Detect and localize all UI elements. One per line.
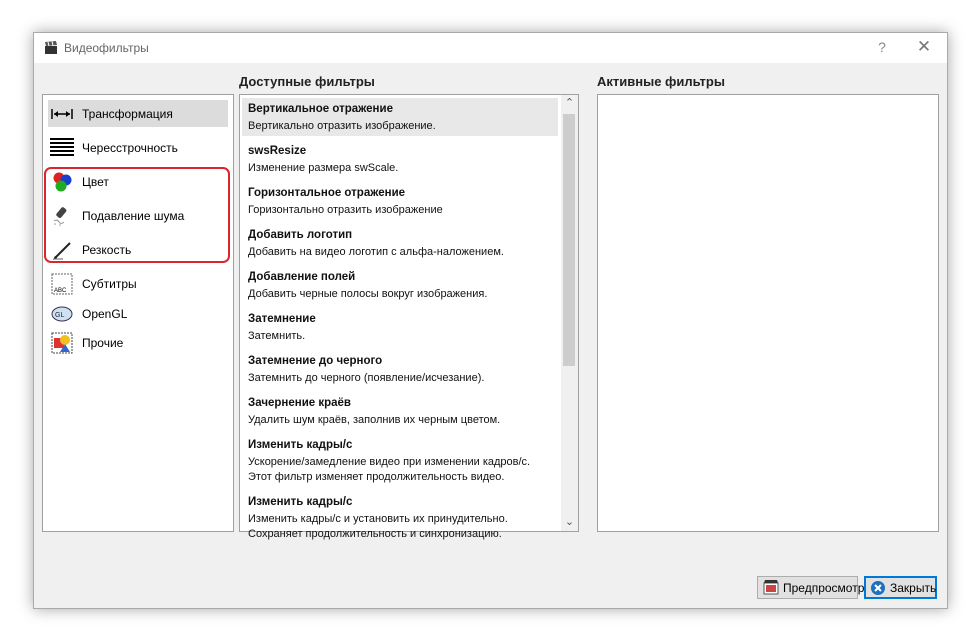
- active-filters-heading: Активные фильтры: [597, 74, 725, 89]
- opengl-icon: [51, 303, 73, 325]
- video-filters-dialog: [33, 32, 948, 609]
- category-item-transform[interactable]: [48, 100, 228, 127]
- filter-item[interactable]: [242, 491, 558, 545]
- filter-name: Изменить кадры/с: [248, 439, 353, 451]
- scroll-up-arrow-icon[interactable]: ⌃: [564, 97, 575, 109]
- filter-description: Удалить шум краёв, заполнив их черным цветом.: [248, 414, 501, 426]
- close-button[interactable]: [864, 576, 937, 599]
- filter-name: Затемнение: [248, 313, 316, 325]
- filter-item[interactable]: [242, 224, 558, 262]
- available-filters-list[interactable]: [239, 94, 579, 540]
- scroll-down-arrow-icon[interactable]: ⌄: [564, 516, 575, 528]
- help-button[interactable]: ?: [878, 39, 886, 55]
- svg-text:GL: GL: [55, 311, 65, 319]
- filter-item[interactable]: [242, 140, 558, 178]
- filter-description: Затемнить до черного (появление/исчезание).: [248, 372, 485, 384]
- filter-name: Затемнение до черного: [248, 355, 383, 367]
- preview-icon: [763, 580, 779, 596]
- close-window-button[interactable]: ✕: [916, 37, 932, 56]
- category-item-subtitles[interactable]: [48, 270, 228, 297]
- subtitles-icon: [51, 273, 73, 295]
- filter-item[interactable]: [242, 350, 558, 388]
- filter-description: Изменение размера swScale.: [248, 162, 399, 174]
- filter-item[interactable]: [242, 434, 558, 488]
- category-item-opengl[interactable]: [48, 300, 228, 327]
- clapperboard-icon: [43, 40, 59, 56]
- category-item-misc[interactable]: [48, 329, 228, 356]
- filter-item[interactable]: [242, 308, 558, 346]
- filter-description: Вертикально отразить изображение.: [248, 120, 436, 132]
- filter-description: Ускорение/замедление видео при изменении кадров/с. Этот фильтр изменяет продолжительность видео.: [248, 456, 531, 483]
- category-label: OpenGL: [82, 306, 128, 321]
- filter-description: Добавить на видео логотип с альфа-наложением.: [248, 246, 504, 258]
- preview-button-label: Предпросмотр: [783, 580, 865, 595]
- category-label: Субтитры: [82, 276, 137, 291]
- filter-description: Изменить кадры/с и установить их принудительно. Сохраняет продолжительность и синхронизацию.: [248, 513, 508, 540]
- highlight-annotation: [44, 167, 230, 263]
- filter-description: Затемнить.: [248, 330, 306, 342]
- filter-name: swsResize: [248, 145, 307, 157]
- filter-name: Добавить логотип: [248, 229, 353, 241]
- scroll-thumb[interactable]: [563, 114, 575, 366]
- filter-name: Вертикальное отражение: [248, 103, 393, 115]
- filter-item[interactable]: [242, 182, 558, 220]
- category-label: Подавление шума: [82, 208, 185, 223]
- category-label: Чересстрочность: [82, 140, 178, 155]
- window-title: Видеофильтры: [64, 41, 149, 55]
- category-label: Трансформация: [82, 106, 173, 121]
- filter-item[interactable]: [242, 266, 558, 304]
- close-circle-icon: [870, 580, 886, 596]
- category-label: Резкость: [82, 242, 132, 257]
- filter-description: Добавить черные полосы вокруг изображения.: [248, 288, 488, 300]
- available-filters-heading: Доступные фильтры: [239, 74, 375, 89]
- filter-item[interactable]: [242, 392, 558, 430]
- close-button-label: Закрыть: [890, 580, 937, 595]
- svg-text:ABC: ABC: [54, 287, 67, 294]
- category-item-interlace[interactable]: [48, 134, 228, 161]
- category-label: Цвет: [82, 174, 109, 189]
- interlace-lines-icon: [51, 137, 73, 159]
- filter-name: Горизонтальное отражение: [248, 187, 406, 199]
- filter-item[interactable]: [242, 98, 558, 136]
- transform-arrows-icon: [51, 103, 73, 125]
- active-filters-list[interactable]: [597, 94, 939, 532]
- preview-button[interactable]: [757, 576, 865, 599]
- vertical-scrollbar[interactable]: [561, 95, 578, 531]
- filter-name: Добавление полей: [248, 271, 356, 283]
- title-bar: [34, 33, 947, 63]
- category-label: Прочие: [82, 335, 124, 350]
- misc-shapes-icon: [51, 332, 73, 354]
- filter-description: Горизонтально отразить изображение: [248, 204, 443, 216]
- category-list[interactable]: [42, 94, 234, 532]
- filter-name: Изменить кадры/с: [248, 496, 353, 508]
- filter-name: Зачернение краёв: [248, 397, 352, 409]
